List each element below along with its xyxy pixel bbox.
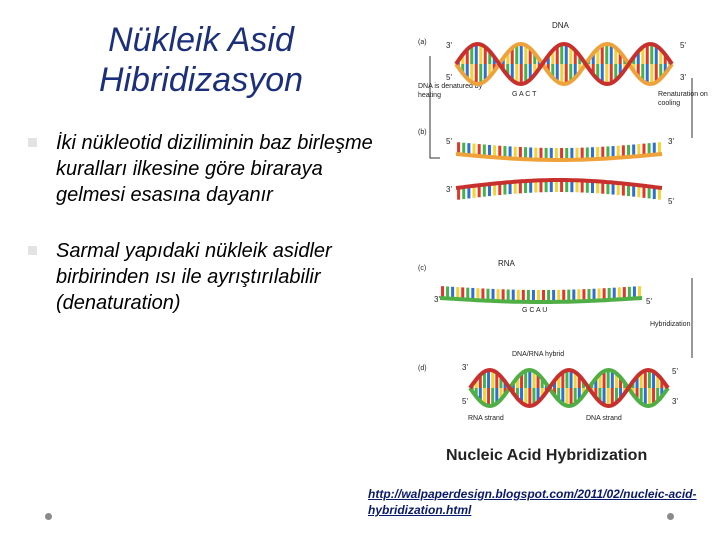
prime-label: 3' bbox=[462, 363, 468, 372]
prime-label: 3' bbox=[446, 41, 452, 50]
bullet-marker bbox=[28, 138, 37, 147]
rna-bases-label: G C A U bbox=[522, 307, 548, 314]
bullet-text: İki nükleotid diziliminin baz birleşme kuralları ilkesine göre biraraya gelmesi esasına dayanır bbox=[56, 132, 373, 206]
dna-label: DNA bbox=[552, 21, 569, 30]
figure-caption: Nucleic Acid Hybridization bbox=[446, 447, 648, 464]
denatured-label: DNA is denatured by heating bbox=[418, 83, 483, 99]
bullet-list bbox=[28, 130, 388, 346]
bullet-marker bbox=[28, 246, 37, 255]
hybrid-label: DNA/RNA hybrid bbox=[512, 351, 565, 358]
bullet-item bbox=[28, 130, 388, 208]
prime-label: 5' bbox=[446, 137, 452, 146]
prime-label: 3' bbox=[680, 73, 686, 82]
rna-strand-label: RNA strand bbox=[468, 415, 504, 422]
prime-label: 3' bbox=[434, 295, 440, 304]
prime-label: 3' bbox=[668, 137, 674, 146]
panel-label-c: (c) bbox=[418, 265, 427, 272]
dna-bases-label: G A C T bbox=[512, 91, 537, 98]
source-link[interactable]: http://walpaperdesign.blogspot.com/2011/02/nucleic-acid-hybridization.html bbox=[368, 487, 697, 517]
panel-label-a: (a) bbox=[418, 39, 427, 46]
footer-dot-right bbox=[667, 513, 674, 520]
hybridization-label: Hybridization bbox=[650, 321, 691, 328]
panel-label-b: (b) bbox=[418, 129, 427, 136]
slide-title: Nükleik Asid Hibridizasyon bbox=[98, 21, 304, 99]
prime-label: 5' bbox=[646, 297, 652, 306]
hybridization-figure bbox=[410, 8, 712, 478]
bullet-item bbox=[28, 238, 388, 316]
prime-label: 5' bbox=[668, 197, 674, 206]
rna-label: RNA bbox=[498, 259, 515, 268]
prime-label: 5' bbox=[446, 73, 452, 82]
prime-label: 3' bbox=[446, 185, 452, 194]
bullet-text: Sarmal yapıdaki nükleik asidler birbirinden ısı ile ayrıştırılabilir (denaturation) bbox=[56, 240, 332, 314]
denatured-label-box bbox=[418, 82, 494, 112]
dna-strand-label: DNA strand bbox=[586, 415, 622, 422]
prime-label: 5' bbox=[462, 397, 468, 406]
prime-label: 5' bbox=[672, 367, 678, 376]
renaturation-label-box bbox=[658, 90, 712, 120]
footer-dot-left bbox=[45, 513, 52, 520]
renaturation-label: Renaturation on cooling bbox=[658, 91, 708, 107]
panel-label-d: (d) bbox=[418, 365, 427, 372]
prime-label: 3' bbox=[672, 397, 678, 406]
prime-label: 5' bbox=[680, 41, 686, 50]
